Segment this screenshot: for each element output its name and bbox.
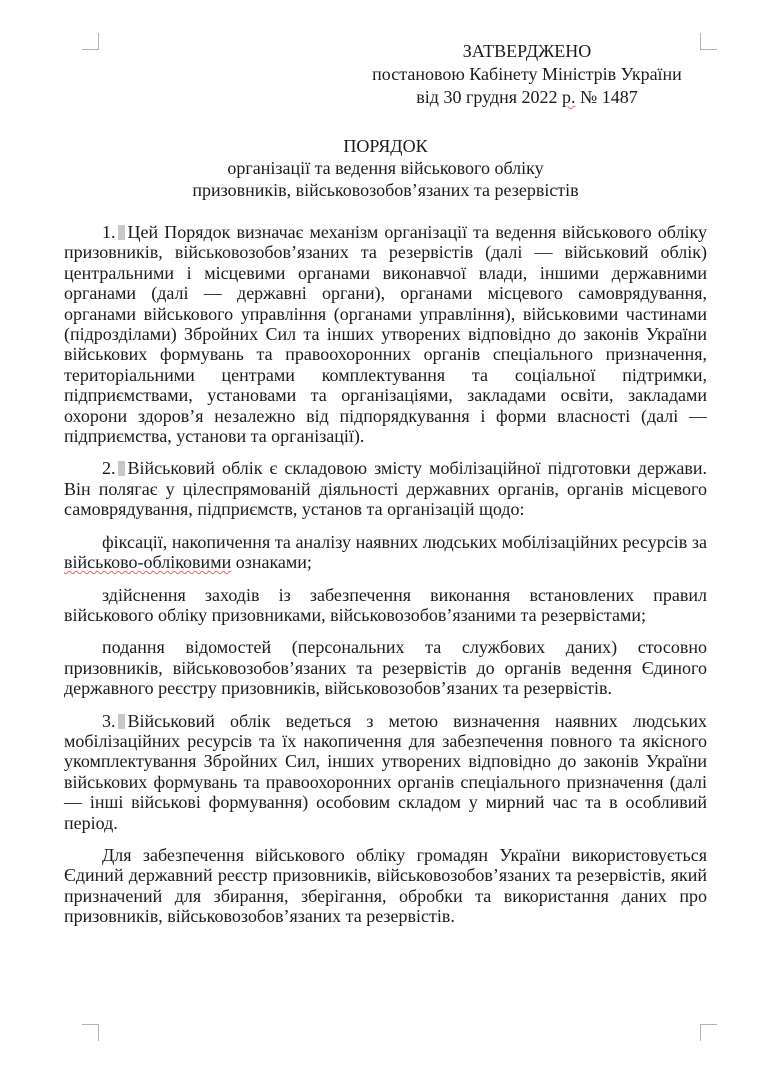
subitem-1-text-post: ознаками; xyxy=(231,552,312,573)
document-content xyxy=(64,40,707,927)
subitem-3-text: подання відомостей (персональних та службових даних) стосовно призовників, військовозобов’язаних та резервістів до органів ведення Єдиного державного реєстру призовників, військовозобов’язаних та резервістів. xyxy=(64,637,707,699)
paragraph-2 xyxy=(64,458,707,519)
approval-authority: постановою Кабінету Міністрів України xyxy=(372,64,682,84)
bookmark-space-marker xyxy=(118,225,125,240)
approval-date-post: № 1487 xyxy=(575,87,638,107)
paragraph-3-number: 3. xyxy=(102,710,116,731)
paragraph-3 xyxy=(64,711,707,833)
paragraph-1-text: Цей Порядок визначає механізм організації та ведення військового обліку призовників, військовозобов’язаних та резервістів (далі — військовий облік) центральними і місцевими органами виконавчої влади, іншими державними органами (далі — державні органи), органами місцевого самоврядування, органами військового управління (органами управління), військовими частинами (підрозділами) Збройних Сил та інших утворених відповідно до законів України військових формувань та правоохоронних органів спеціального призначення, територіальними центрами комплектування та соціальної підтримки, підприємствами, установами та організаціями, закладами освіти, закладами охорони здоров’я незалежно від підпорядкування і форми власності (далі — підприємства, установи та організації). xyxy=(64,222,707,447)
approval-date-pre: від 30 грудня 2022 xyxy=(416,87,563,107)
approval-date-misspelled-word: р. xyxy=(562,87,576,107)
paragraph-2-subitem-1 xyxy=(64,532,707,573)
document-title xyxy=(64,135,707,201)
paragraph-3-text: Військовий облік ведеться з метою визначення наявних людських мобілізаційних ресурсів та їх накопичення для забезпечення повного та якісного укомплектування Збройних Сил, інших утворених відповідно до законів України військових формувань та правоохоронних органів спеціального призначення (далі — інші військові формування) особовим складом у мирний час та в особливий період. xyxy=(64,710,707,833)
subitem-1-misspelled-word: військово-обліковими xyxy=(64,552,232,573)
paragraph-1 xyxy=(64,222,707,446)
bookmark-space-marker xyxy=(118,714,125,729)
title-line-3: призовників, військовозобов’язаних та резервістів xyxy=(192,180,579,200)
approval-date-number xyxy=(366,86,688,109)
document-body xyxy=(64,222,707,927)
paragraph-2-text: Військовий облік є складовою змісту мобілізаційної підготовки держави. Він полягає у цілеспрямованій діяльності державних органів, органів місцевого самоврядування, підприємств, установ та організацій щодо: xyxy=(64,458,707,520)
paragraph-2-subitem-2 xyxy=(64,585,707,626)
text-boundary-mark-bottom-right xyxy=(700,1024,717,1041)
paragraph-2-number: 2. xyxy=(102,458,116,479)
approval-heading: ЗАТВЕРДЖЕНО xyxy=(462,41,592,61)
approval-block xyxy=(366,40,688,109)
subitem-2-text: здійснення заходів із забезпечення виконання встановлених правил військового обліку призовниками, військовозобов’язаними та резервістами; xyxy=(64,584,707,625)
title-line-2: організації та ведення військового обліку xyxy=(227,158,544,178)
paragraph-4 xyxy=(64,845,707,927)
paragraph-1-number: 1. xyxy=(102,222,116,242)
bookmark-space-marker xyxy=(118,461,125,476)
paragraph-4-text: Для забезпечення військового обліку громадян України використовується Єдиний державний реєстр призовників, військовозобов’язаних та резервістів, який призначений для збирання, зберігання, обробки та використання даних про призовників, військовозобов’язаних та резервістів. xyxy=(64,844,707,927)
paragraph-2-subitem-3 xyxy=(64,637,707,698)
subitem-1-text-pre: фіксації, накопичення та аналізу наявних людських мобілізаційних ресурсів за xyxy=(102,531,707,552)
title-line-1: ПОРЯДОК xyxy=(343,136,428,156)
text-boundary-mark-bottom-left xyxy=(82,1024,99,1041)
